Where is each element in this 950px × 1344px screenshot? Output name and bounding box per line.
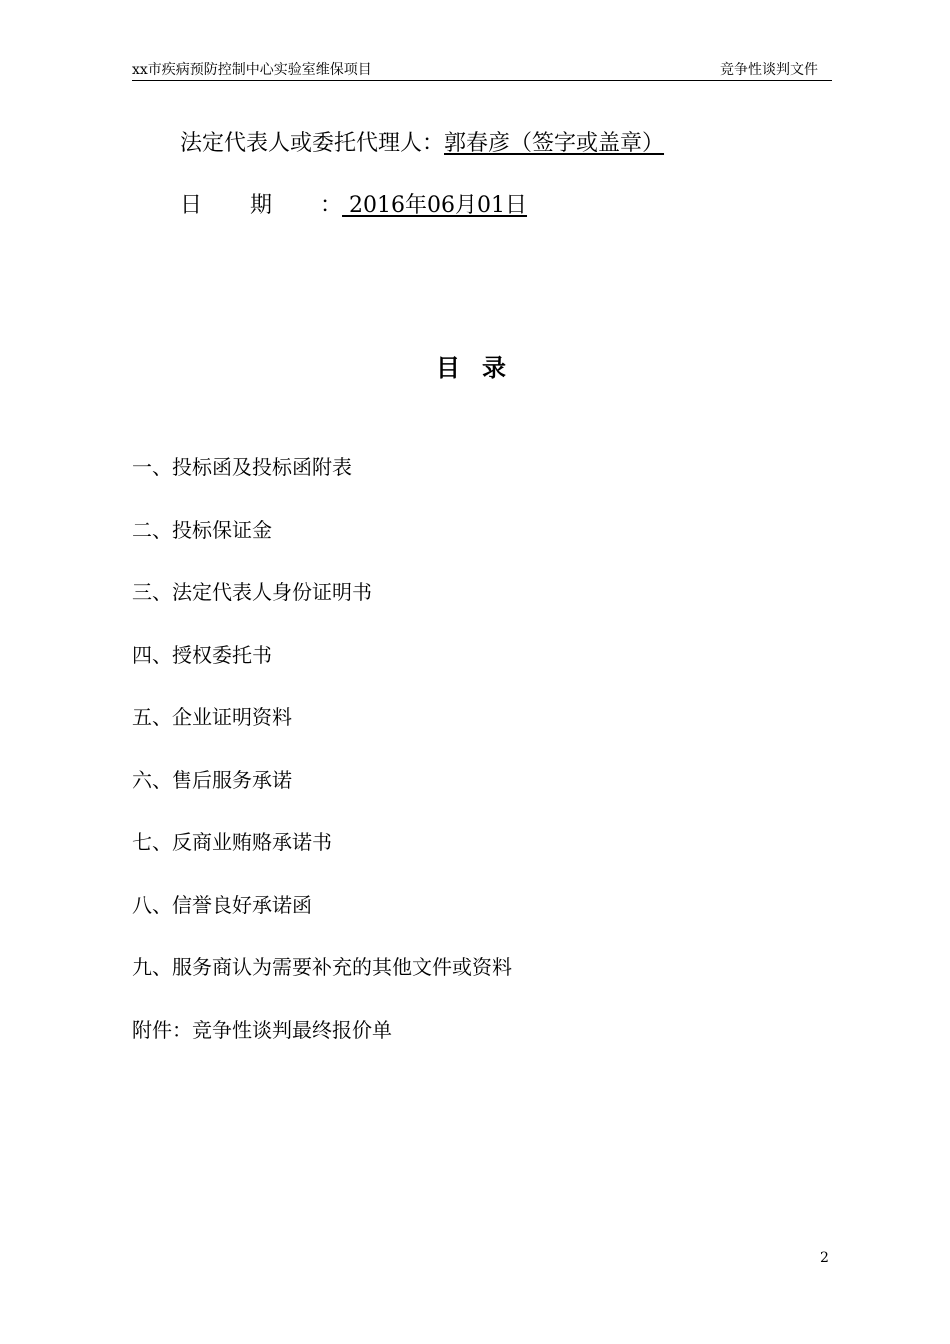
signature-value: 郭春彦（签字或盖章） xyxy=(444,131,665,156)
toc-item: 四、授权委托书 xyxy=(132,642,272,667)
toc-item: 六、售后服务承诺 xyxy=(132,767,292,792)
toc-item: 一、投标函及投标函附表 xyxy=(132,455,352,479)
page-number: 2 xyxy=(820,1250,829,1266)
page-header xyxy=(132,60,832,81)
signature-label: 法定代表人或委托代理人： xyxy=(180,131,445,156)
toc-item: 八、信誉良好承诺函 xyxy=(132,892,312,917)
date-value: 2016年06月01日 xyxy=(342,193,528,218)
toc-item: 七、反商业贿赂承诺书 xyxy=(132,830,332,854)
signature-line xyxy=(180,129,664,159)
toc-list xyxy=(132,452,512,1077)
date-colon: ： xyxy=(320,193,343,218)
date-line xyxy=(180,191,527,221)
toc-title: 目录 xyxy=(436,353,528,382)
toc-item: 五、企业证明资料 xyxy=(132,705,292,729)
header-document-type: 竞争性谈判文件 xyxy=(720,62,818,78)
toc-item: 二、投标保证金 xyxy=(132,517,272,542)
toc-item: 九、服务商认为需要补充的其他文件或资料 xyxy=(132,955,512,979)
toc-item: 附件：竞争性谈判最终报价单 xyxy=(132,1017,392,1042)
date-label: 日期 xyxy=(180,193,321,218)
toc-item: 三、法定代表人身份证明书 xyxy=(132,580,372,604)
header-project-title: xx市疾病预防控制中心实验室维保项目 xyxy=(132,62,372,78)
